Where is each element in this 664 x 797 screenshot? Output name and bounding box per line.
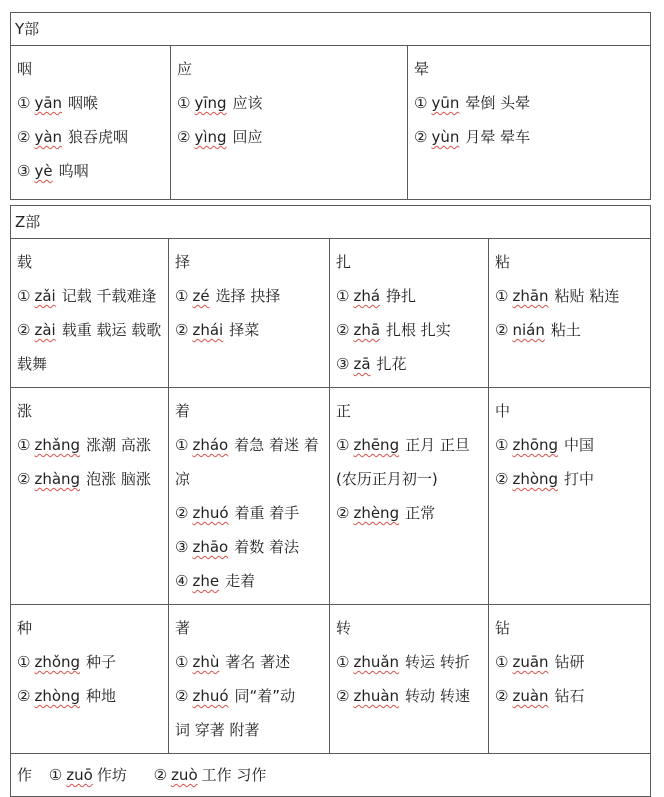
char-heading: 粘: [495, 253, 511, 271]
z-cell-zhong: [489, 388, 651, 605]
reading-line: ① zhù 著名 著述: [175, 653, 291, 671]
reading-line: ① zhǒng 种子: [17, 653, 117, 671]
reading-line: ① zhēng 正月 正旦: [336, 436, 470, 454]
reading-line: ② zhuó 同“着”动: [175, 687, 296, 705]
reading-line: ① zhōng 中国: [495, 436, 595, 454]
y-cell-yun: [408, 46, 651, 200]
char-heading: 正: [336, 402, 352, 420]
z-cell-zhang: [11, 388, 169, 605]
reading-line: ② zhòng 种地: [17, 687, 117, 705]
reading-line: ② zhā 扎根 扎实: [336, 321, 451, 339]
reading-line: ① zhuǎn 转运 转折: [336, 653, 470, 671]
char-heading: 钻: [495, 619, 511, 637]
reading-line: ② zuàn 钻石: [495, 687, 585, 705]
char-heading: 中: [495, 402, 511, 420]
char-heading: 作: [17, 766, 33, 784]
char-heading: 种: [17, 619, 33, 637]
reading-line: ① yūn 晕倒 头晕: [414, 94, 531, 112]
z-cell-zai: [11, 239, 169, 388]
reading-line: ② zhuàn 转动 转速: [336, 687, 470, 705]
reading-line: ② zhuó 着重 着手: [175, 504, 300, 522]
reading-line: ② zài 载重 载运 载歌: [17, 321, 162, 339]
reading-line: ② zhòng 打中: [495, 470, 595, 488]
char-heading: 载: [17, 253, 33, 271]
reading-line: ① zé 选择 抉择: [175, 287, 281, 305]
char-heading: 着: [175, 402, 191, 420]
z-section-table: [10, 205, 651, 797]
reading-line: ④ zhe 走着: [175, 572, 256, 590]
reading-line: ① yān 咽喉: [17, 94, 99, 112]
reading-words: 工作 习作: [201, 766, 267, 784]
reading-num: ②: [153, 766, 168, 784]
reading-line: ② zhèng 正常: [336, 504, 436, 522]
reading-line: ① zǎi 记载 千载难逢: [17, 287, 157, 305]
reading-line: ① zháo 着急 着迷 着: [175, 436, 319, 454]
z-section-title: Z部: [11, 206, 651, 239]
reading-line: ② zhái 择菜: [175, 321, 260, 339]
z-cell-zuan: [489, 605, 651, 754]
reading-continuation: 载舞: [17, 355, 48, 373]
reading-line: ① zuān 钻研: [495, 653, 585, 671]
char-heading: 扎: [336, 253, 352, 271]
reading-line: ① zhǎng 涨潮 高涨: [17, 436, 151, 454]
char-heading: 晕: [414, 60, 430, 78]
reading-continuation: 凉: [175, 470, 191, 488]
z-cell-zheng: [330, 388, 489, 605]
char-heading: 应: [177, 60, 193, 78]
reading-line: ② yàn 狼吞虎咽: [17, 128, 129, 146]
reading-line: ② nián 粘土: [495, 321, 581, 339]
reading-line: ③ yè 呜咽: [17, 162, 89, 180]
reading-continuation: (农历正月初一): [336, 470, 438, 488]
y-cell-ying: [171, 46, 408, 200]
reading-line: ③ zhāo 着数 着法: [175, 538, 299, 556]
char-heading: 涨: [17, 402, 33, 420]
reading-num: ①: [48, 766, 63, 784]
z-cell-ze: [169, 239, 330, 388]
reading-line: ② yùn 月晕 晕车: [414, 128, 531, 146]
reading-line: ③ zā 扎花: [336, 355, 407, 373]
reading-line: ② yìng 回应: [177, 128, 263, 146]
char-heading: 著: [175, 619, 191, 637]
reading-line: ① yīng 应该: [177, 94, 263, 112]
char-heading: 咽: [17, 60, 33, 78]
reading-pinyin: zuò: [171, 766, 198, 784]
z-cell-zhao: [169, 388, 330, 605]
y-section-title: Y部: [11, 13, 651, 46]
z-cell-zha: [330, 239, 489, 388]
reading-line: ① zhān 粘贴 粘连: [495, 287, 620, 305]
reading-pinyin: zuō: [66, 766, 93, 784]
reading-line: ① zhá 挣扎: [336, 287, 417, 305]
z-cell-zhu: [169, 605, 330, 754]
z-cell-zhuan: [330, 605, 489, 754]
reading-words: 作坊: [96, 766, 127, 784]
char-heading: 择: [175, 253, 191, 271]
y-section-table: [10, 12, 651, 200]
z-footer-zuo: [11, 754, 651, 797]
z-cell-zhong-seed: [11, 605, 169, 754]
reading-line: ② zhàng 泡涨 脑涨: [17, 470, 151, 488]
char-heading: 转: [336, 619, 352, 637]
y-cell-yan: [11, 46, 171, 200]
reading-continuation: 词 穿著 附著: [175, 721, 260, 739]
z-cell-zhan: [489, 239, 651, 388]
